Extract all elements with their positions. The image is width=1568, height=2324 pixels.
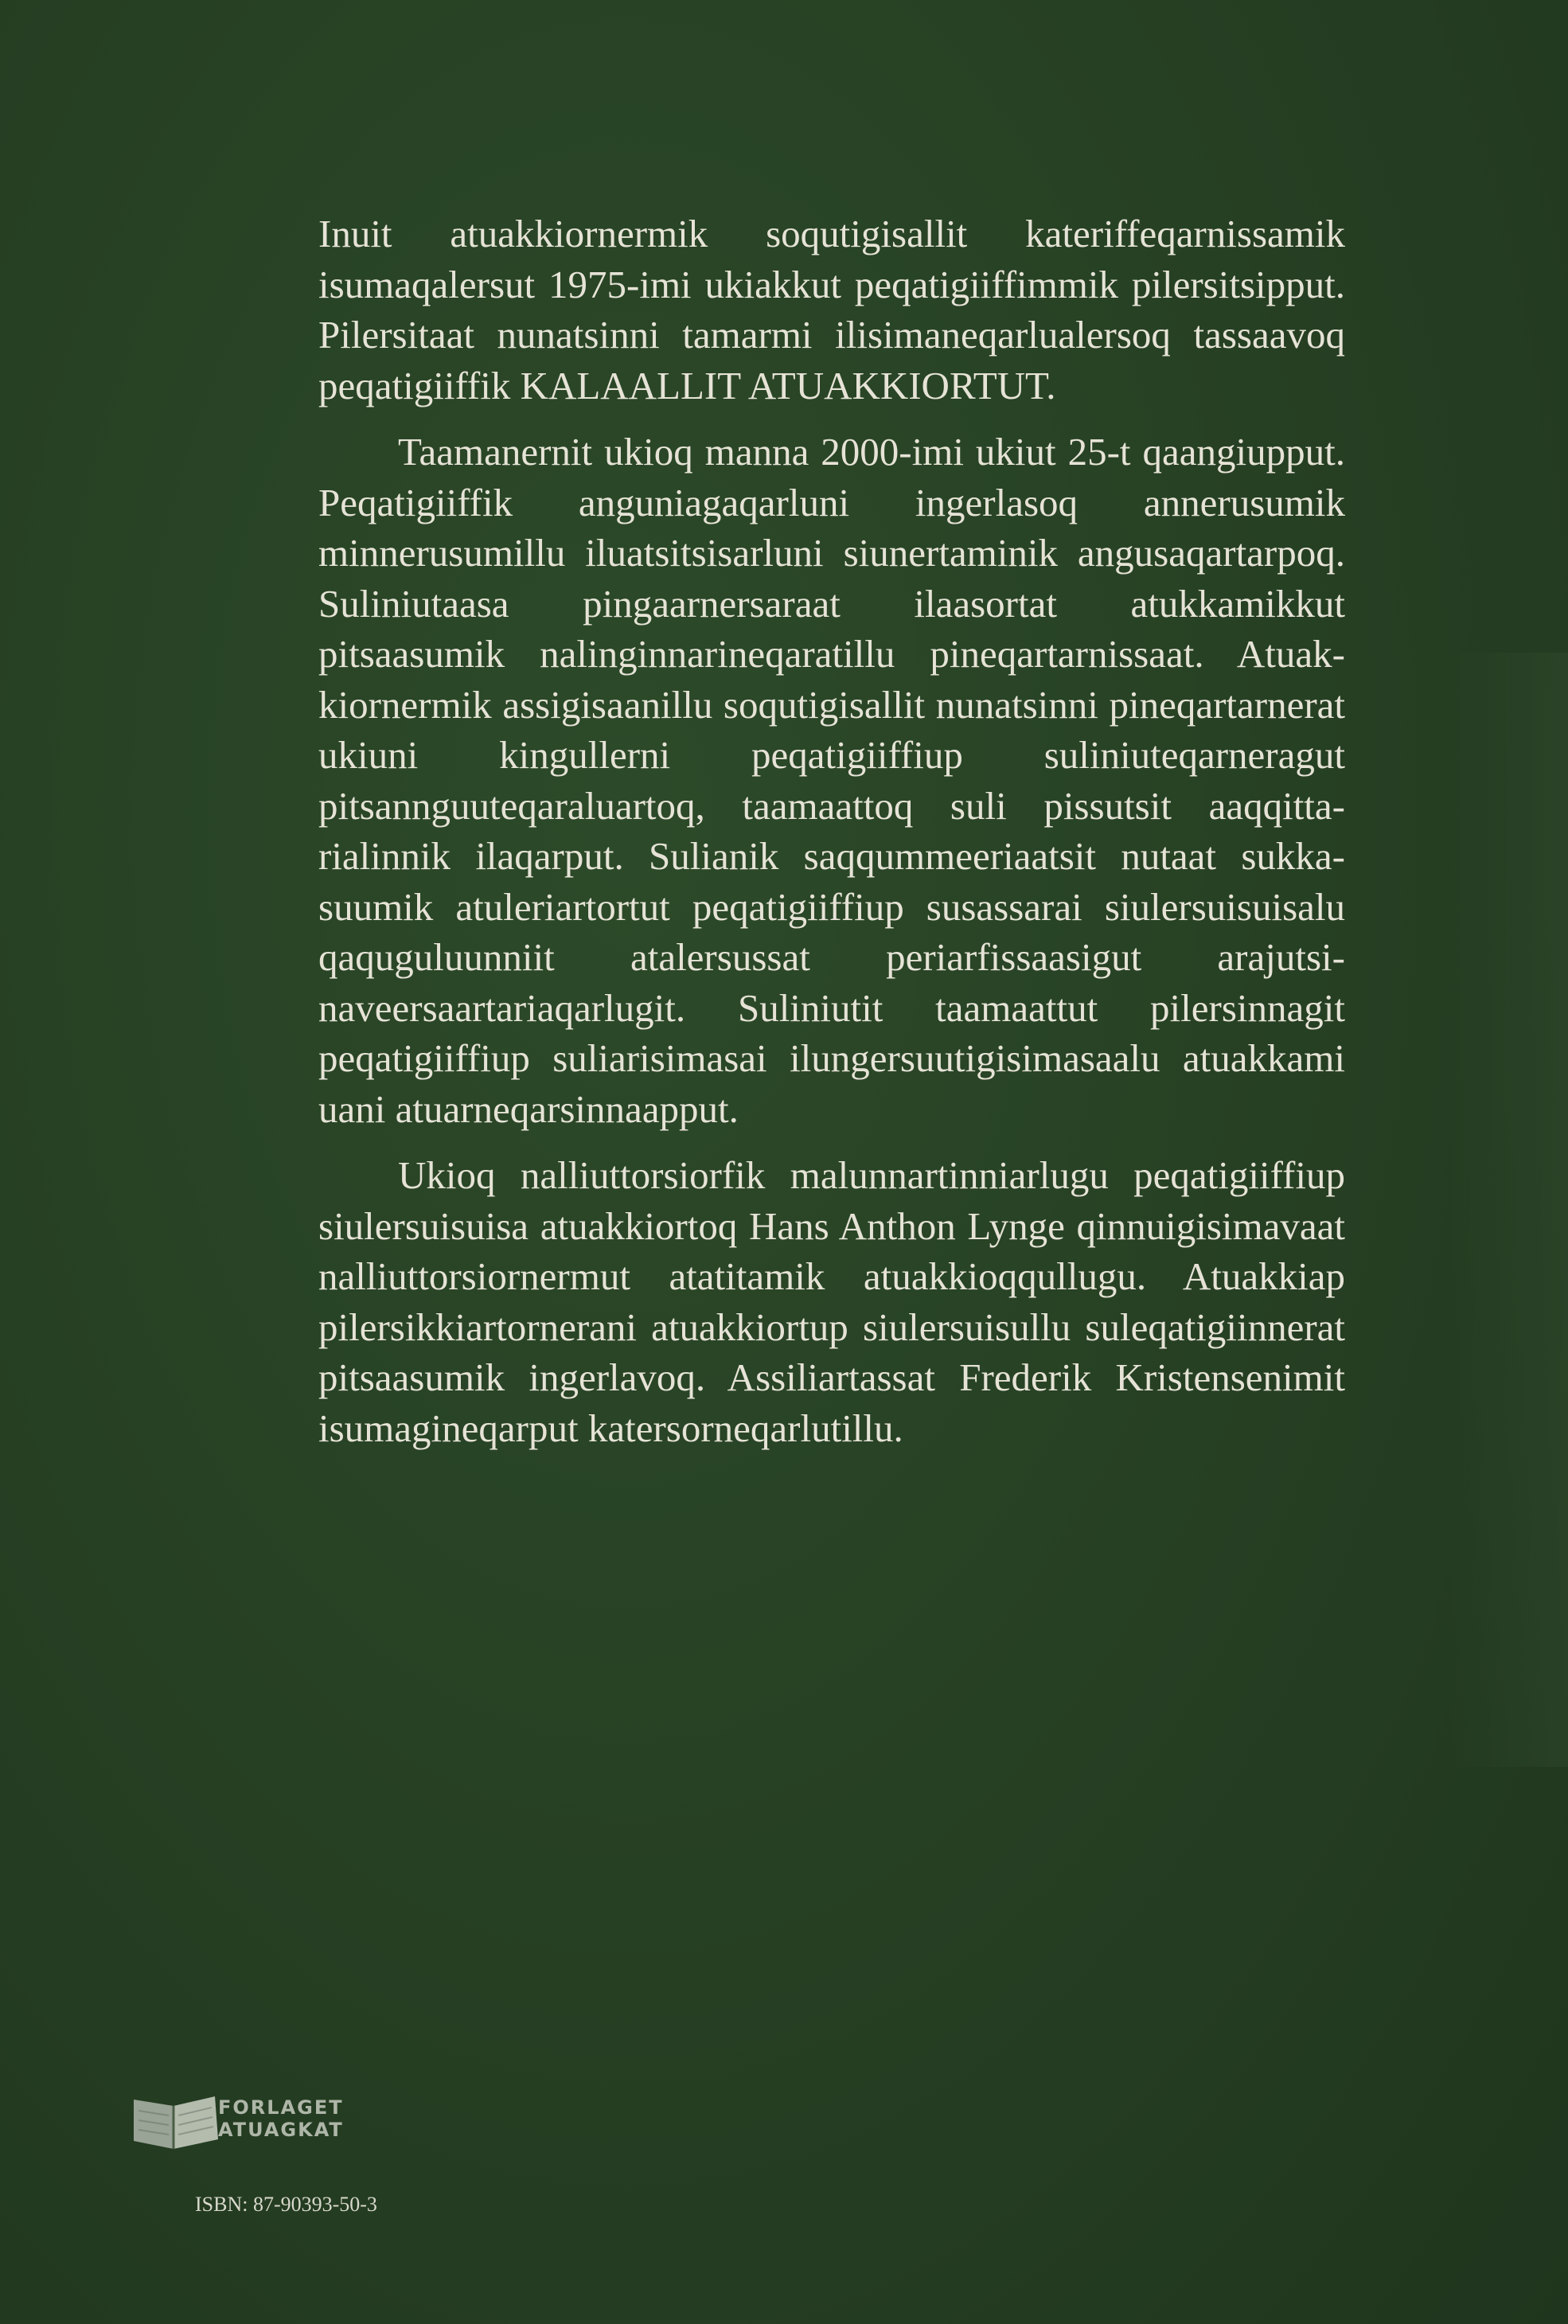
blurb-paragraph-2: Taamanernit ukioq manna 2000-imi ukiut 25-t qaangiupput. Peqatigiiffik anguniagaqarluni ingerlasoq annerusumik minnerusumillu iluatsitsisarluni siunertaminik angusaqartarpoq. Suliniutaasa pingaarnersaraat ilaasortat atukkamikkut pitsaasumik nalinginnarineqaratillu pineqartarnissaat. Atuakkiornermik assigisaanillu soqutigisallit nunatsinni pineqartarnerat ukiuni kingullerni peqatigiiffiup suliniuteqarneragut pitsannguuteqaraluartoq, taamaattoq suli pissutsit aaqqittarialinnik ilaqarput. Sulianik saqqummeeriaatsit nutaat sukkasuumik atuleriartortut peqatigiiffiup susassarai siulersuisuisalu qaquguluunniit atalersussat periarfissaasigut arajutsinaveersaartariaqarlugit. Suliniutit taamaattut pilersinnagit peqatigiiffiup suliarisimasai ilungersuutigisimasaalu atuakkami uani atuarneqarsinnaapput. <box>318 430 1345 1131</box>
publisher-name-line-1: FORLAGET <box>218 2096 344 2119</box>
blurb-paragraph-3: Ukioq nalliuttorsiorfik malunnartinniarlugu peqatigiiffiup siulersuisuisa atuakkiortoq Hans Anthon Lynge qinnuigisimavaat nalliuttorsiornermut atatitamik atuakkioqqullugu. Atuakkiap pilersikkiartornerani atuakkiortup siulersuisullu suleqatigiinnerat pitsaasumik ingerlavoq. Assiliartassat Frederik Kristensenimit isumagineqarput katersorneqarlutillu. <box>318 1153 1345 1450</box>
isbn-number: ISBN: 87-90393-50-3 <box>195 2193 377 2216</box>
blurb-text <box>318 209 1345 1469</box>
publisher-name-line-2: ATUAGKAT <box>218 2119 344 2141</box>
open-book-icon <box>129 2092 224 2155</box>
edge-shade <box>1449 653 1568 1767</box>
publisher-logo <box>129 2092 431 2163</box>
blurb-paragraph-1: Inuit atuakkiornermik soqutigisallit kateriffeqarnissamik isumaqalersut 1975-imi ukiakkut peqatigiiffimmik pilersitsipput. Pilersitaat nunatsinni tamarmi ilisimaneqarlualersoq tassaavoq peqatigiiffik KALAALLIT ATUAKKIORTUT. <box>318 212 1345 407</box>
